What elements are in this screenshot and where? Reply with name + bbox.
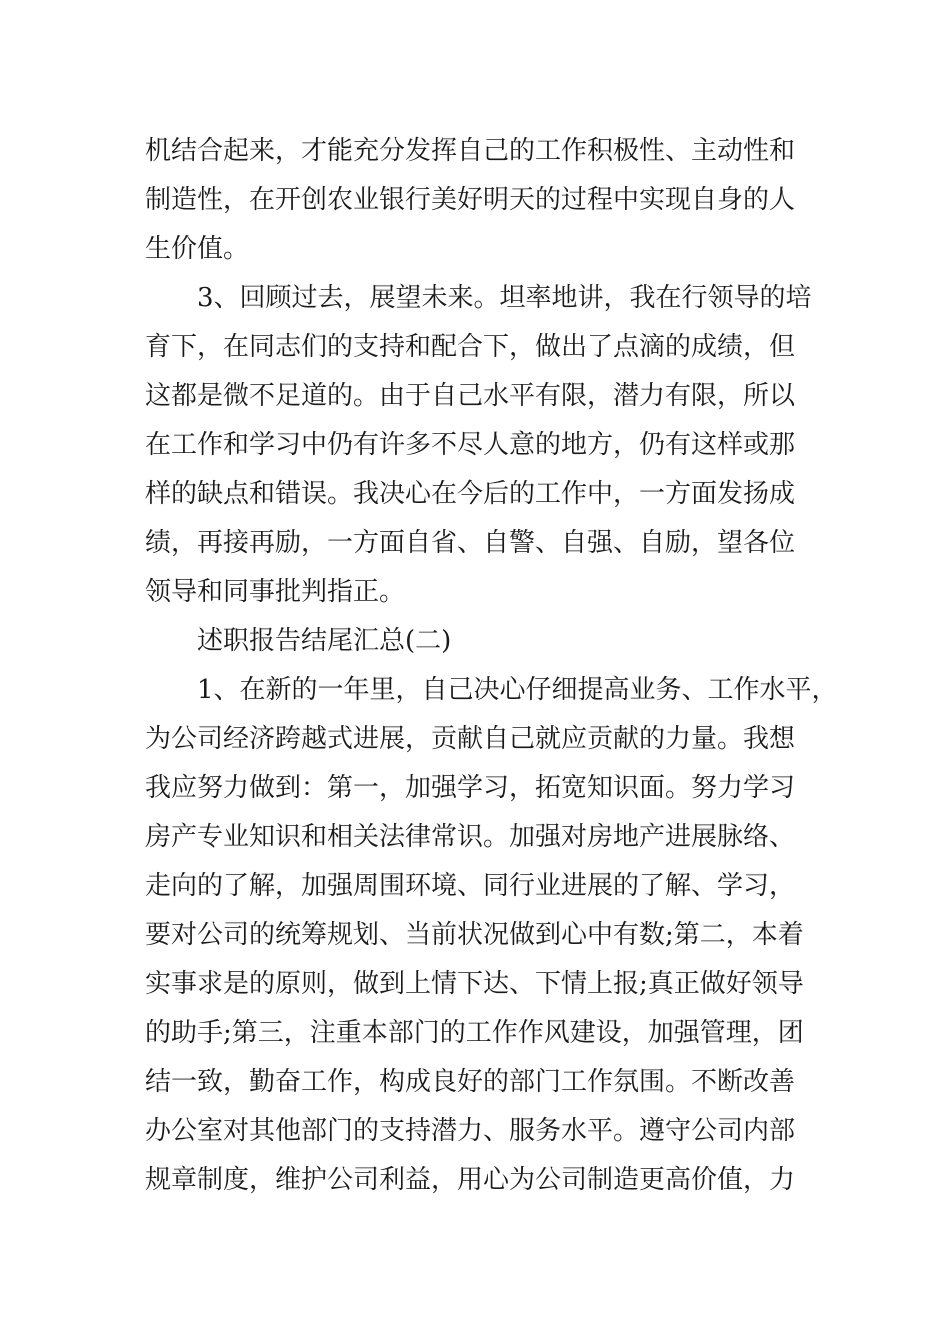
- text-line: 结一致，勤奋工作，构成良好的部门工作氛围。不断改善: [145, 1067, 796, 1097]
- text-line: 的助手;第三，注重本部门的工作作风建设，加强管理，团: [145, 1018, 804, 1048]
- text-line: 这都是微不足道的。由于自己水平有限，潜力有限，所以: [145, 381, 796, 411]
- text-line: 1、在新的一年里，自己决心仔细提高业务、工作水平，: [197, 675, 838, 705]
- text-line: 领导和同事批判指正。: [145, 577, 406, 607]
- text-line: 绩，再接再励，一方面自省、自警、自强、自励，望各位: [145, 528, 796, 558]
- text-line: 育下，在同志们的支持和配合下，做出了点滴的成绩，但: [145, 332, 796, 362]
- text-line: 规章制度，维护公司利益，用心为公司制造更高价值，力: [145, 1165, 796, 1195]
- text-line: 走向的了解，加强周围环境、同行业进展的了解、学习，: [145, 871, 796, 901]
- text-line: 3、回顾过去，展望未来。坦率地讲，我在行领导的培: [197, 283, 812, 313]
- section-heading: 述职报告结尾汇总(二): [197, 626, 452, 656]
- text-line: 我应努力做到：第一，加强学习，拓宽知识面。努力学习: [145, 773, 796, 803]
- text-line: 房产专业知识和相关法律常识。加强对房地产进展脉络、: [145, 822, 796, 852]
- text-line: 样的缺点和错误。我决心在今后的工作中，一方面发扬成: [145, 479, 796, 509]
- text-line: 要对公司的统筹规划、当前状况做到心中有数;第二，本着: [145, 920, 804, 950]
- text-line: 在工作和学习中仍有许多不尽人意的地方，仍有这样或那: [145, 430, 796, 460]
- text-line: 制造性，在开创农业银行美好明天的过程中实现自身的人: [145, 185, 796, 215]
- body-text: [145, 127, 838, 1205]
- text-line: 机结合起来，才能充分发挥自己的工作积极性、主动性和: [145, 136, 796, 166]
- text-line: 生价值。: [145, 234, 250, 264]
- text-line: 为公司经济跨越式进展，贡献自己就应贡献的力量。我想: [145, 724, 796, 754]
- text-line: 办公室对其他部门的支持潜力、服务水平。遵守公司内部: [145, 1116, 796, 1146]
- text-line: 实事求是的原则，做到上情下达、下情上报;真正做好领导: [145, 969, 804, 999]
